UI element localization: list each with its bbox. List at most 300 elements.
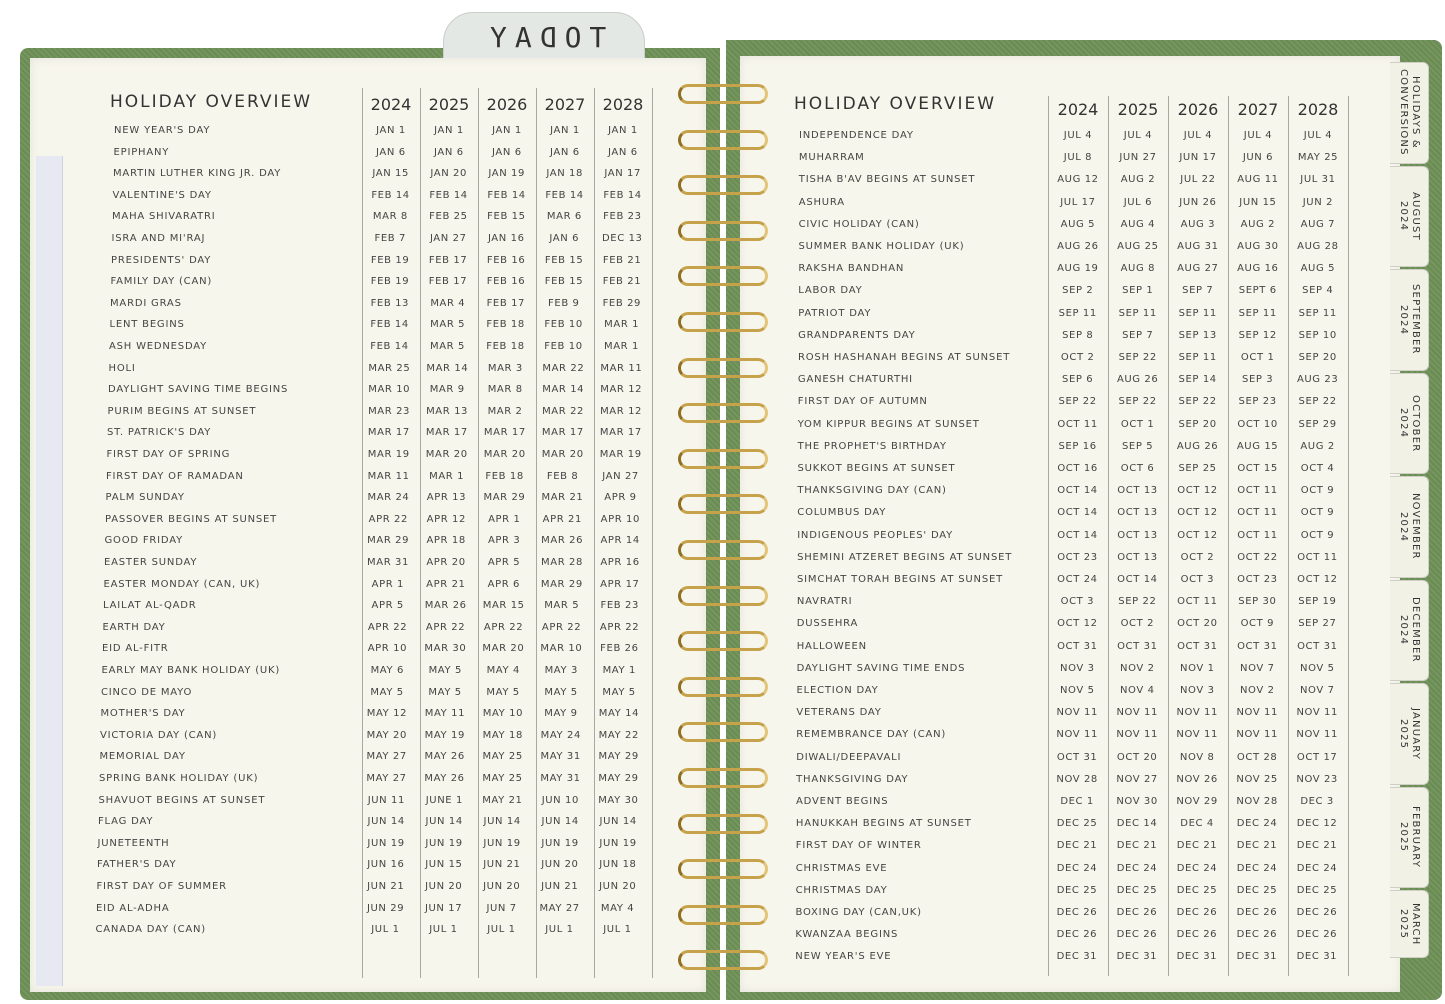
holiday-date: MAR 2 [487, 405, 523, 417]
holiday-name: SUKKOT BEGINS AT SUNSET [797, 463, 956, 474]
holiday-date: JUL 4 [1123, 130, 1153, 141]
holiday-date: JUN 26 [1179, 196, 1217, 208]
holiday-date: OCT 13 [1117, 551, 1158, 563]
holiday-date: NOV 26 [1176, 773, 1218, 785]
side-tab-label: JANUARY 2025 [1398, 707, 1421, 760]
holiday-name: SUMMER BANK HOLIDAY (UK) [798, 241, 965, 252]
holiday-date: MAY 26 [424, 773, 465, 784]
holiday-date: APR 21 [542, 513, 582, 525]
side-tab-label: AUGUST 2024 [1398, 191, 1421, 241]
holiday-date: JUL 6 [1123, 196, 1153, 208]
holiday-date: NOV 8 [1179, 751, 1215, 763]
holiday-date: APR 13 [426, 492, 467, 504]
holiday-date: JUN 14 [483, 816, 521, 828]
holiday-date: JAN 1 [550, 125, 580, 136]
spiral-ring [672, 82, 772, 104]
holiday-name: NEW YEAR'S EVE [795, 951, 892, 963]
holiday-name: JUNETEENTH [97, 837, 170, 849]
holiday-date: JUN 29 [366, 902, 405, 914]
holiday-name: KWANZAA BEGINS [795, 929, 899, 941]
holiday-date: OCT 9 [1240, 618, 1275, 630]
holiday-date: MAR 8 [372, 211, 408, 223]
holiday-date: OCT 14 [1057, 529, 1098, 541]
holiday-date: MAR 12 [600, 384, 643, 396]
holiday-name: MOTHER'S DAY [100, 708, 186, 720]
page-insert [36, 156, 63, 986]
holiday-date: MAR 10 [368, 384, 411, 396]
holiday-date: APR 17 [600, 578, 640, 590]
holiday-date: MAR 29 [483, 492, 526, 504]
holiday-date: MAY 22 [598, 729, 639, 741]
holiday-date: MAY 6 [370, 665, 404, 676]
holiday-date: MAR 21 [541, 492, 584, 504]
holiday-date: OCT 11 [1057, 418, 1098, 430]
page-title: HOLIDAY OVERVIEW [794, 94, 997, 114]
holiday-date: NOV 27 [1116, 773, 1158, 785]
holiday-date: JAN 6 [549, 233, 580, 244]
year-header: 2026 [1177, 100, 1219, 119]
holiday-date: SEP 25 [1178, 463, 1217, 474]
holiday-date: DEC 25 [1056, 818, 1098, 830]
holiday-date: MAY 20 [366, 729, 407, 741]
holiday-date: FEB 19 [370, 254, 410, 266]
holiday-date: APR 1 [371, 578, 405, 590]
holiday-date: OCT 12 [1177, 485, 1218, 497]
holiday-date: SEP 22 [1058, 396, 1097, 408]
holiday-date: MAY 3 [544, 665, 578, 676]
holiday-date: OCT 31 [1237, 640, 1278, 652]
holiday-date: OCT 9 [1300, 507, 1335, 519]
spiral-ring [672, 720, 772, 742]
holiday-name: SHAVUOT BEGINS AT SUNSET [98, 794, 266, 806]
holiday-date: MAR 11 [600, 362, 643, 374]
holiday-date: SEP 29 [1298, 418, 1337, 430]
holiday-name: DAYLIGHT SAVING TIME BEGINS [108, 384, 289, 396]
holiday-date: MAR 4 [430, 297, 466, 309]
holiday-date: JUN 14 [541, 816, 579, 828]
holiday-date: JUL 1 [545, 924, 574, 936]
ring-loop [678, 494, 768, 514]
holiday-date: FEB 10 [544, 341, 583, 352]
holiday-date: SEP 22 [1118, 596, 1157, 608]
holiday-date: SEP 20 [1178, 418, 1217, 430]
holiday-date: JAN 15 [372, 168, 409, 180]
holiday-date: SEP 11 [1178, 307, 1217, 319]
holiday-date: AUG 26 [1116, 374, 1159, 386]
holiday-name: INDIGENOUS PEOPLES' DAY [797, 529, 954, 541]
holiday-date: AUG 11 [1237, 174, 1279, 186]
side-tab[interactable] [1390, 683, 1429, 785]
holiday-date: MAY 4 [600, 902, 635, 914]
side-tab[interactable] [1390, 476, 1429, 578]
holiday-date: FEB 7 [374, 233, 406, 244]
holiday-date: AUG 4 [1120, 218, 1156, 230]
side-tab[interactable] [1390, 580, 1429, 682]
holiday-date: JAN 6 [608, 146, 638, 158]
holiday-date: DEC 25 [1116, 884, 1158, 896]
holiday-date: MAR 26 [541, 535, 584, 547]
holiday-date: OCT 2 [1120, 618, 1155, 630]
holiday-name: MARDI GRAS [110, 297, 182, 309]
holiday-date: DEC 21 [1176, 840, 1218, 852]
holiday-name: VETERANS DAY [796, 707, 882, 719]
holiday-date: FEB 19 [370, 276, 410, 288]
spiral-ring [672, 584, 772, 606]
holiday-name: FIRST DAY OF SPRING [106, 449, 231, 460]
holiday-date: MAR 5 [430, 319, 466, 331]
holiday-date: APR 6 [487, 578, 521, 590]
holiday-date: JUN 14 [599, 816, 637, 828]
holiday-date: AUG 2 [1120, 174, 1156, 186]
holiday-date: APR 22 [541, 621, 582, 633]
side-tab[interactable] [1390, 62, 1429, 164]
holiday-date: MAY 31 [540, 773, 581, 784]
holiday-date: DEC 21 [1116, 840, 1158, 852]
ring-loop [678, 540, 768, 560]
spiral-ring [672, 903, 772, 925]
ring-loop [678, 358, 768, 378]
holiday-date: JUN 16 [367, 859, 405, 871]
holiday-date: DEC 21 [1236, 840, 1278, 852]
holiday-date: JUN 19 [483, 837, 521, 849]
spiral-ring [672, 857, 772, 879]
holiday-date: NOV 11 [1176, 707, 1218, 719]
holiday-name: TISHA B'AV BEGINS AT SUNSET [798, 174, 976, 186]
holiday-date: MAR 20 [541, 449, 584, 460]
holiday-date: OCT 31 [1056, 751, 1098, 763]
holiday-date: NOV 28 [1236, 796, 1278, 807]
holiday-date: OCT 14 [1057, 485, 1098, 497]
holiday-date: MAY 27 [366, 751, 407, 763]
holiday-date: DEC 26 [1176, 929, 1218, 941]
holiday-date: JUN 15 [425, 859, 463, 871]
holiday-date: APR 22 [425, 621, 466, 633]
holiday-date: FEB 8 [546, 470, 579, 482]
spiral-ring [672, 128, 772, 150]
holiday-date: NOV 2 [1239, 685, 1275, 696]
holiday-date: NOV 30 [1116, 796, 1158, 807]
holiday-date: JUN 19 [367, 837, 405, 849]
holiday-date: OCT 20 [1177, 618, 1218, 630]
holiday-date: NOV 25 [1236, 773, 1278, 785]
side-tab[interactable] [1390, 373, 1429, 475]
holiday-date: SEPT 6 [1238, 285, 1277, 297]
ring-loop [678, 403, 768, 423]
holiday-date: FEB 16 [486, 254, 526, 266]
holiday-date: AUG 31 [1177, 241, 1219, 252]
holiday-date: OCT 23 [1057, 551, 1098, 563]
holiday-date: MAR 17 [483, 427, 526, 439]
holiday-date: MAY 5 [602, 686, 636, 698]
holiday-name: YOM KIPPUR BEGINS AT SUNSET [797, 418, 980, 430]
holiday-date: MAY 9 [544, 708, 578, 720]
holiday-date: JAN 20 [430, 168, 467, 180]
ring-loop [678, 768, 768, 788]
holiday-date: OCT 11 [1297, 551, 1338, 563]
holiday-date: SEP 11 [1118, 307, 1157, 319]
holiday-date: JUN 11 [367, 794, 405, 806]
holiday-date: MAR 19 [367, 449, 410, 460]
holiday-name: HANUKKAH BEGINS AT SUNSET [795, 818, 972, 830]
holiday-date: MAY 25 [482, 773, 523, 784]
holiday-date: DEC 12 [1296, 818, 1338, 830]
holiday-date: NOV 5 [1059, 685, 1095, 696]
spiral-ring [672, 310, 772, 332]
holiday-date: JUN 21 [483, 859, 521, 871]
spiral-ring [672, 356, 772, 378]
holiday-date: MAY 25 [482, 751, 523, 763]
holiday-date: OCT 11 [1177, 596, 1218, 608]
holiday-date: FEB 17 [428, 254, 468, 266]
holiday-date: OCT 9 [1300, 529, 1335, 541]
side-tab[interactable] [1390, 269, 1429, 371]
holiday-date: DEC 21 [1296, 840, 1338, 852]
holiday-date: MAY 27 [539, 902, 580, 914]
holiday-name: ASHURA [798, 196, 845, 208]
holiday-date: SEP 11 [1238, 307, 1277, 319]
holiday-date: JAN 1 [434, 125, 464, 136]
holiday-date: JUN 14 [367, 816, 405, 828]
holiday-date: DEC 26 [1056, 929, 1098, 941]
side-tab[interactable] [1390, 787, 1429, 889]
holiday-name: FATHER'S DAY [97, 859, 177, 871]
holiday-date: AUG 28 [1297, 241, 1339, 252]
holiday-date: OCT 23 [1237, 574, 1278, 585]
holiday-date: AUG 5 [1060, 218, 1096, 230]
holiday-date: OCT 17 [1296, 751, 1338, 763]
holiday-date: OCT 22 [1237, 551, 1278, 563]
holiday-date: MAR 1 [604, 341, 639, 352]
holiday-date: APR 12 [426, 513, 466, 525]
holiday-date: MAR 26 [424, 600, 467, 612]
holiday-date: SEP 22 [1298, 396, 1337, 408]
holiday-date: OCT 1 [1120, 418, 1155, 430]
side-tab-label: MARCH 2025 [1398, 902, 1421, 946]
right-page [740, 56, 1400, 992]
holiday-date: MAR 1 [604, 319, 640, 331]
holiday-date: MAR 17 [541, 427, 584, 439]
holiday-date: NOV 11 [1176, 729, 1218, 741]
today-tab-label: TODAY [481, 20, 607, 54]
holiday-date: APR 1 [488, 513, 521, 525]
holiday-date: MAY 10 [482, 708, 524, 720]
holiday-date: OCT 2 [1060, 352, 1095, 363]
holiday-name: LABOR DAY [798, 285, 863, 297]
holiday-name: MAHA SHIVARATRI [112, 211, 216, 223]
holiday-date: FEB 14 [603, 189, 642, 201]
holiday-date: JUN 7 [486, 902, 517, 914]
holiday-date: FEB 15 [544, 276, 584, 288]
holiday-date: AUG 8 [1120, 263, 1156, 275]
holiday-date: APR 5 [371, 600, 404, 612]
holiday-date: OCT 14 [1057, 507, 1098, 519]
holiday-name: FIRST DAY OF RAMADAN [106, 470, 244, 482]
holiday-date: JUN 20 [599, 881, 637, 892]
spiral-binding [672, 70, 772, 990]
holiday-date: JUL 4 [1063, 130, 1093, 141]
holiday-date: DEC 13 [601, 233, 643, 244]
page-title: HOLIDAY OVERVIEW [110, 92, 313, 112]
holiday-date: JUN 20 [483, 881, 521, 892]
holiday-date: NOV 5 [1299, 662, 1335, 674]
ring-loop [678, 266, 768, 286]
ring-loop [678, 130, 768, 150]
holiday-date: OCT 2 [1180, 551, 1215, 563]
ring-loop [678, 859, 768, 879]
holiday-date: JUN 21 [541, 881, 579, 892]
holiday-date: FEB 17 [486, 297, 526, 309]
holiday-date: MAY 5 [428, 686, 462, 698]
holiday-date: DEC 25 [1236, 884, 1278, 896]
holiday-date: MAY 19 [424, 729, 465, 741]
holiday-date: OCT 14 [1117, 574, 1158, 585]
spiral-ring [672, 492, 772, 514]
holiday-date: NOV 11 [1056, 729, 1098, 741]
holiday-date: APR 21 [426, 578, 466, 590]
holiday-name: FLAG DAY [98, 816, 154, 828]
holiday-date: OCT 12 [1297, 574, 1338, 585]
holiday-date: FEB 9 [548, 297, 580, 309]
holiday-date: MAR 28 [541, 557, 583, 568]
holiday-date: SEP 5 [1121, 440, 1154, 452]
holiday-date: FEB 21 [602, 254, 642, 266]
holiday-date: JAN 6 [376, 146, 406, 158]
holiday-date: MAR 8 [487, 384, 523, 396]
holiday-date: APR 20 [426, 557, 466, 568]
ring-loop [678, 814, 768, 834]
holiday-date: OCT 24 [1057, 574, 1098, 585]
holiday-date: MAR 20 [483, 449, 526, 460]
holiday-date: OCT 31 [1057, 640, 1098, 652]
holiday-date: DEC 4 [1180, 818, 1214, 830]
holiday-name: MUHARRAM [798, 152, 865, 164]
holiday-name: PALM SUNDAY [105, 492, 185, 504]
holiday-date: DEC 31 [1116, 951, 1158, 963]
spiral-ring [672, 948, 772, 970]
holiday-name: VICTORIA DAY (CAN) [100, 729, 218, 741]
holiday-date: AUG 2 [1300, 440, 1335, 452]
holiday-date: MAY 4 [486, 665, 520, 676]
holiday-date: MAR 1 [429, 470, 465, 482]
side-tab-label: DECEMBER 2024 [1398, 597, 1421, 664]
holiday-date: JUN 27 [1119, 152, 1157, 164]
holiday-date: NOV 7 [1299, 685, 1335, 696]
holiday-date: MAR 13 [426, 405, 468, 417]
holiday-date: SEP 11 [1298, 307, 1337, 319]
holiday-date: JUN 21 [367, 881, 405, 892]
holiday-date: MAR 6 [546, 211, 582, 223]
holiday-date: SEP 27 [1298, 618, 1337, 630]
year-header: 2024 [1057, 100, 1099, 119]
holiday-date: JUL 22 [1180, 174, 1216, 186]
holiday-date: AUG 2 [1240, 218, 1276, 230]
holiday-date: MAR 24 [367, 492, 410, 504]
holiday-date: AUG 19 [1057, 263, 1099, 275]
holiday-date: JUN 15 [1239, 196, 1277, 208]
holiday-date: OCT 6 [1120, 463, 1155, 474]
holiday-date: MAR 3 [487, 362, 523, 374]
holiday-date: JUN 10 [541, 794, 579, 806]
holiday-date: OCT 12 [1177, 507, 1218, 519]
ring-loop [678, 677, 768, 697]
holiday-date: JUN 2 [1302, 196, 1334, 208]
holiday-date: APR 14 [600, 535, 640, 547]
holiday-date: SEP 19 [1298, 596, 1337, 608]
holiday-name: CHRISTMAS EVE [795, 862, 888, 874]
holiday-date: AUG 30 [1237, 241, 1279, 252]
holiday-date: MAY 5 [486, 686, 520, 698]
ring-loop [678, 905, 768, 925]
holiday-date: DEC 24 [1116, 862, 1158, 874]
holiday-date: FEB 14 [487, 189, 526, 201]
spiral-ring [672, 401, 772, 423]
holiday-date: MAR 17 [599, 427, 642, 439]
holiday-date: FEB 13 [370, 297, 410, 309]
holiday-name: VALENTINE'S DAY [112, 189, 212, 201]
holiday-date: JUN 17 [424, 902, 463, 914]
holiday-date: DEC 26 [1056, 907, 1098, 918]
ring-loop [678, 84, 768, 104]
holiday-date: JAN 27 [429, 233, 467, 244]
holiday-date: NOV 3 [1179, 685, 1215, 696]
holiday-name: SHEMINI ATZERET BEGINS AT SUNSET [797, 551, 1013, 563]
holiday-name: COLUMBUS DAY [797, 507, 887, 519]
holiday-date: SEP 7 [1122, 329, 1154, 341]
holiday-name: GOOD FRIDAY [104, 535, 184, 547]
holiday-date: SEP 7 [1182, 285, 1214, 297]
holiday-date: JAN 19 [488, 168, 525, 180]
holiday-date: DEC 24 [1296, 862, 1338, 874]
side-tab[interactable] [1390, 890, 1429, 958]
holiday-name: ROSH HASHANAH BEGINS AT SUNSET [798, 352, 1011, 363]
holiday-date: JUN 20 [425, 881, 463, 892]
holiday-name: LAILAT AL-QADR [103, 600, 197, 612]
today-bookmark-tab[interactable] [443, 12, 645, 62]
holiday-date: MAR 17 [425, 427, 468, 439]
spiral-ring [672, 173, 772, 195]
holiday-date: JUL 4 [1243, 130, 1273, 141]
side-tab[interactable] [1390, 166, 1429, 268]
holiday-date: MAR 9 [429, 384, 465, 396]
year-header: 2025 [1117, 100, 1159, 119]
holiday-name: BOXING DAY (CAN,UK) [795, 907, 922, 918]
holiday-name: HALLOWEEN [796, 640, 867, 652]
holiday-name: FAMILY DAY (CAN) [110, 276, 213, 288]
year-header: 2028 [1297, 100, 1339, 119]
holiday-name: ASH WEDNESDAY [109, 341, 208, 352]
holiday-date: SEP 22 [1118, 352, 1157, 363]
holiday-date: MAR 20 [425, 449, 468, 460]
holiday-date: DEC 24 [1176, 862, 1218, 874]
holiday-date: FEB 18 [486, 319, 525, 331]
holiday-name: PURIM BEGINS AT SUNSET [107, 405, 257, 417]
holiday-date: DEC 14 [1116, 818, 1158, 830]
holiday-date: APR 22 [483, 621, 524, 633]
holiday-date: SEP 8 [1062, 329, 1094, 341]
holiday-date: MAR 5 [430, 341, 465, 352]
holiday-date: AUG 16 [1237, 263, 1279, 275]
holiday-name: SPRING BANK HOLIDAY (UK) [99, 773, 259, 784]
holiday-date: SEP 2 [1062, 285, 1094, 297]
holiday-date: APR 9 [604, 492, 637, 504]
holiday-date: SEP 14 [1178, 374, 1217, 386]
spiral-ring [672, 766, 772, 788]
holiday-name: CHRISTMAS DAY [795, 884, 888, 896]
holiday-date: FEB 15 [487, 211, 526, 223]
holiday-date: JAN 6 [492, 146, 522, 158]
holiday-name: PATRIOT DAY [798, 307, 872, 319]
holiday-date: FEB 23 [603, 211, 642, 223]
